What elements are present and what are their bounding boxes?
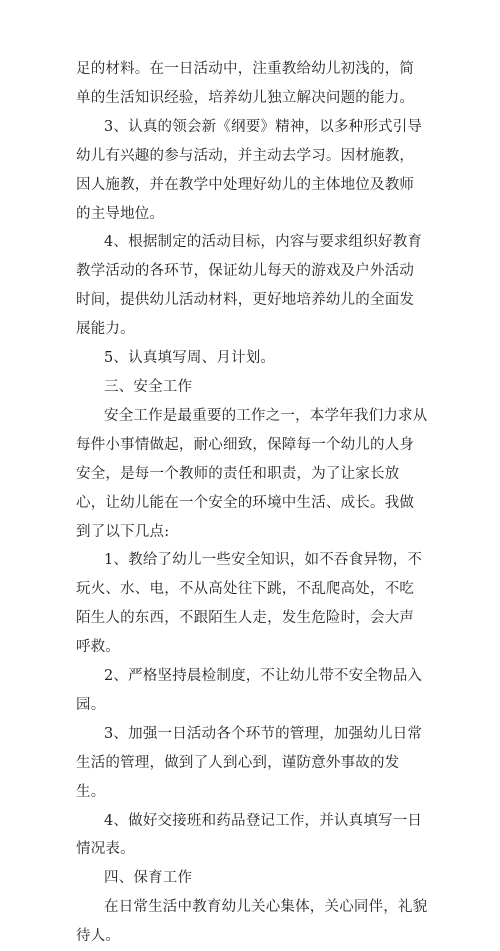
body-paragraph: 4、根据制定的活动目标，内容与要求组织好教育教学活动的各环节，保证幼儿每天的游戏及户外活动时间，提供幼儿活动材料，更好地培养幼儿的全面发展能力。	[76, 234, 423, 338]
body-paragraph: 2、严格坚持晨检制度，不让幼儿带不安全物品入园。	[76, 668, 423, 713]
section-heading: 四、保育工作	[104, 870, 193, 887]
body-paragraph: 3、认真的领会新《纲要》精神，以多种形式引导幼儿有兴趣的参与活动，并主动去学习。因材施教，因人施教，并在教学中处理好幼儿的主体地位及教师的主导地位。	[76, 118, 423, 222]
body-paragraph: 4、做好交接班和药品登记工作，并认真填写一日情况表。	[76, 812, 423, 858]
body-paragraph: 5、认真填写周、月计划。	[104, 350, 276, 367]
body-paragraph: 足的材料。在一日活动中，注重教给幼儿初浅的，简单的生活知识经验，培养幼儿独立解决问题的能力。	[76, 61, 415, 106]
body-paragraph: 在日常生活中教育幼儿关心集体，关心同伴，礼貌待人。	[76, 899, 428, 945]
body-paragraph: 1、教给了幼儿一些安全知识，如不吞食异物，不玩火、水、电，不从高处往下跳，不乱爬高处，不吃陌生人的东西，不跟陌生人走，发生危险时，会大声呼救。	[76, 552, 423, 656]
document-body	[76, 55, 428, 951]
body-paragraph: 3、加强一日活动各个环节的管理，加强幼儿日常生活的管理，做到了人到心到，谨防意外事故的发生。	[76, 725, 423, 800]
body-paragraph: 安全工作是最重要的工作之一，本学年我们力求从每件小事情做起，耐心细致，保障每一个幼儿的人身安全，是每一个教师的责任和职责，为了让家长放心，让幼儿能在一个安全的环境中生活、成长。我做到了以下几点:	[76, 407, 428, 540]
section-heading: 三、安全工作	[104, 378, 193, 395]
